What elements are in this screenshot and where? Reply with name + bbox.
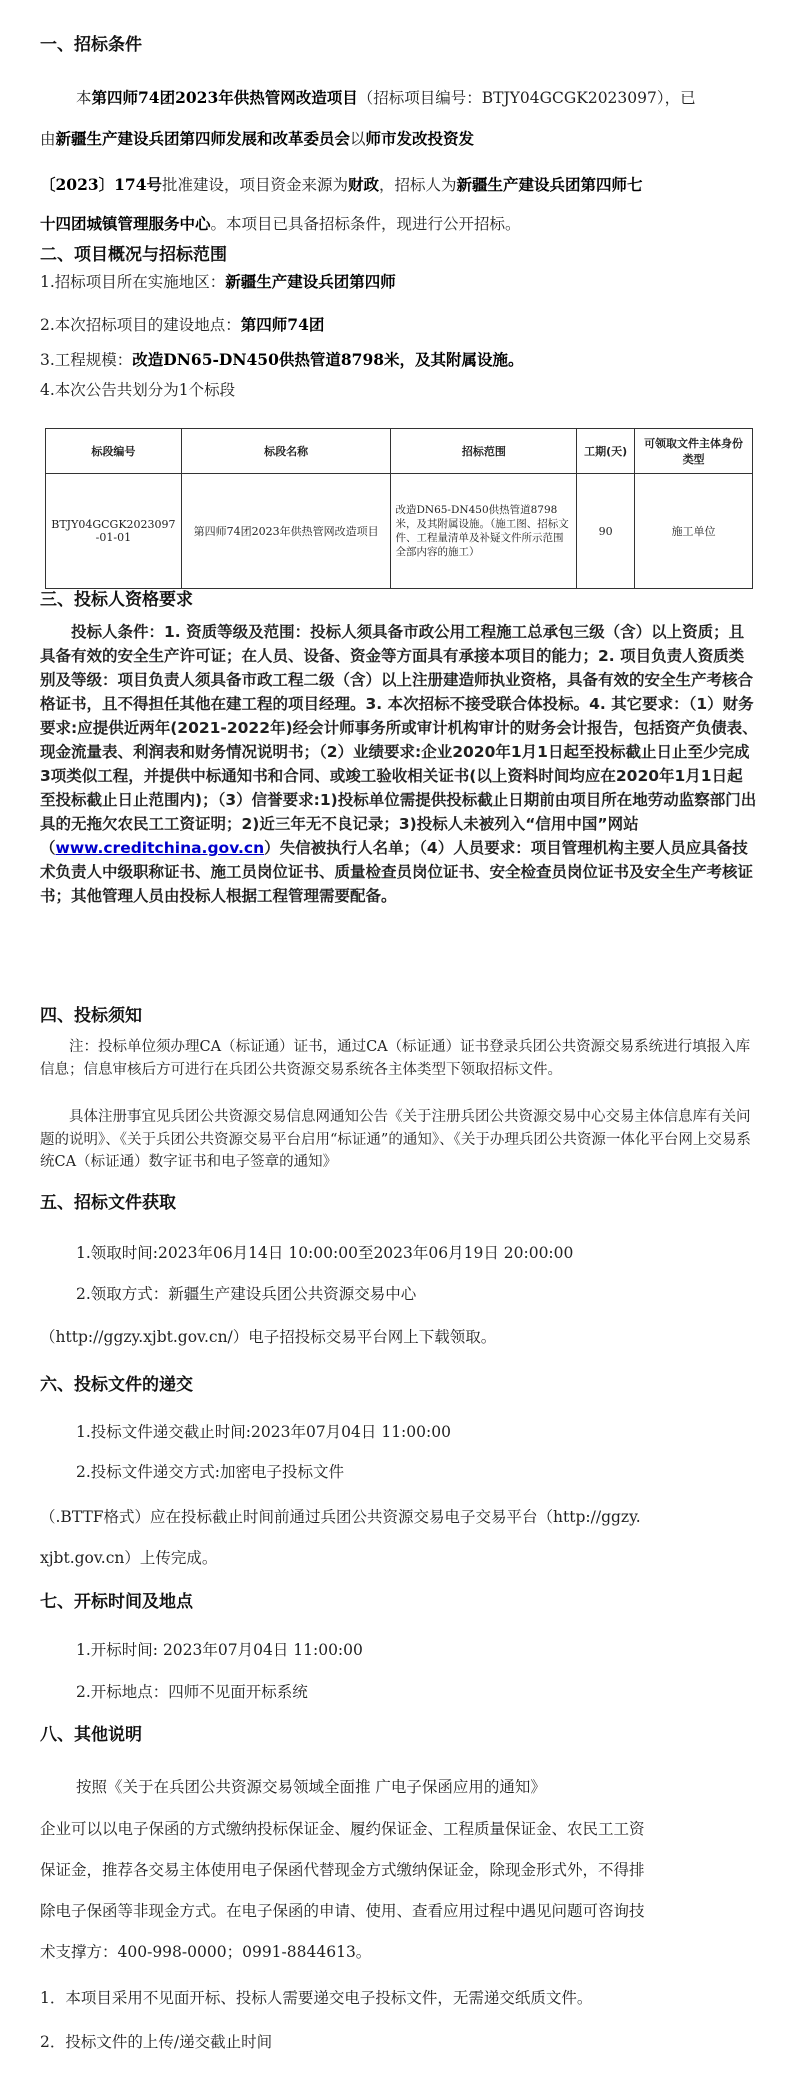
th-scope: 招标范围 [391,429,577,474]
section-2-title: 二、项目概况与招标范围 [40,245,227,265]
s8-line-5: 术支撑方：400-998-0000；0991-8844613。 [40,1943,372,1961]
s6-line-4: xjbt.gov.cn）上传完成。 [40,1549,218,1567]
s6-line-1: 1.投标文件递交截止时间:2023年07月04日 11:00:00 [76,1423,451,1441]
s7-line-2: 2.开标地点：四师不见面开标系统 [76,1683,308,1701]
project-name: 第四师74团2023年供热管网改造项目 [91,88,358,107]
s8-line-4: 除电子保函等非现金方式。在电子保函的申请、使用、查看应用过程中遇见问题可咨询技 [40,1902,645,1920]
s2-item-3 [40,348,524,372]
table-row [46,474,753,589]
approval-doc: 师市发改投资发 [365,129,475,148]
section-6-title: 六、投标文件的递交 [40,1375,193,1395]
s2-item-1 [40,270,396,294]
s8-line-3: 保证金，推荐各交易主体使用电子保函代替现金方式缴纳保证金，除现金形式外，不得排 [40,1861,645,1879]
s1-line-3 [40,173,643,197]
qualification-text-2: ）失信被执行人名单；（4）人员要求：项目管理机构主要人员应具备技术负责人中级职称证书、施工员岗位证书、质量检查员岗位证书、安全检查员岗位证书及安全生产考核证书；其他管理人员由投标人根据工程管理需要配备。 [40,839,754,905]
table-header-row [46,429,753,474]
th-days: 工期(天) [577,429,635,474]
s2-i2-label: 2.本次招标项目的建设地点： [40,316,241,334]
s2-i1-label: 1.招标项目所在实施地区： [40,273,226,291]
cell-code: BTJY04GCGK2023097-01-01 [46,474,182,589]
cell-type: 施工单位 [635,474,753,589]
project-code: （招标项目编号：BTJY04GCGK2023097），已 [357,89,696,107]
s5-line-2: 2.领取方式：新疆生产建设兵团公共资源交易中心 [76,1285,417,1303]
bid-section-table [45,428,753,589]
construction-site: 第四师74团 [240,315,325,334]
cell-days: 90 [577,474,635,589]
s1-l3b: 批准建设，项目资金来源为 [162,176,349,194]
s1-l1a: 本 [76,89,92,107]
th-code: 标段编号 [46,429,182,474]
section-3-title: 三、投标人资格要求 [40,590,193,610]
s2-item-4: 4.本次公告共划分为1个标段 [40,381,236,399]
approval-number: 〔2023〕174号 [40,175,162,194]
s1-line-2 [40,127,474,151]
s1-l2c: 以 [350,130,366,148]
cell-name: 第四师74团2023年供热管网改造项目 [181,474,391,589]
section-7-title: 七、开标时间及地点 [40,1592,193,1612]
s8-line-2: 企业可以以电子保函的方式缴纳投标保证金、履约保证金、工程质量保证金、农民工工资 [40,1820,645,1838]
th-name: 标段名称 [181,429,391,474]
tenderer-part1: 新疆生产建设兵团第四师七 [456,175,643,194]
th-type: 可领取文件主体身份类型 [635,429,753,474]
qualification-requirements [40,620,758,990]
s6-line-3: （.BTTF格式）应在投标截止时间前通过兵团公共资源交易电子交易平台（http://ggzy. [40,1508,641,1526]
s5-line-3: （http://ggzy.xjbt.gov.cn/）电子招投标交易平台网上下载领取。 [40,1328,497,1346]
qualification-text-1: 投标人条件：1. 资质等级及范围：投标人须具备市政公用工程施工总承包三级（含）以上资质；且具备有效的安全生产许可证；在人员、设备、资金等方面具有承接本项目的能力；2. 项目负责人资质类别及等级：项目负责人须具备市政工程二级（含）以上注册建造师执业资格，具备有效的安全生产考核合格证书，且不得担任其他在建工程的项目经理。3. 本次招标不接受联合体投标。4. 其它要求：（1）财务要求:应提供近两年(2021-2022年)经会计师事务所或审计机构审计的财务会计报告，包括资产负债表、现金流量表、利润表和财务情况说明书；（2）业绩要求:企业2020年1月1日起至投标截止日止至少完成3项类似工程，并提供中标通知书和合同、或竣工验收相关证书(以上资料时间均应在2020年1月1日起至投标截止日止范围内)；（3）信誉要求:1)投标单位需提供投标截止日期前由项目所在地劳动监察部门出具的无拖欠农民工工资证明；2)近三年无不良记录；3)投标人未被列入“信用中国”网站（ [40,623,758,857]
implementation-area: 新疆生产建设兵团第四师 [225,272,396,291]
cell-scope: 改造DN65-DN450供热管道8798米，及其附属设施。（施工图、招标文件、工程量清单及补疑文件所示范围全部内容的施工） [391,474,577,589]
fund-source: 财政 [348,175,380,194]
s7-line-1: 1.开标时间: 2023年07月04日 11:00:00 [76,1641,363,1659]
section-1-title: 一、招标条件 [40,35,142,55]
s8-line-6: 1．本项目采用不见面开标、投标人需要递交电子投标文件，无需递交纸质文件。 [40,1989,593,2007]
s6-line-2: 2.投标文件递交方式:加密电子投标文件 [76,1463,345,1481]
s1-l3d: ，招标人为 [379,176,457,194]
creditchina-link[interactable]: www.creditchina.gov.cn [55,839,265,857]
s8-line-1: 按照《关于在兵团公共资源交易领域全面推 广电子保函应用的通知》 [76,1778,546,1796]
s1-line-1 [76,86,696,110]
s1-l2a: 由 [40,130,56,148]
project-scale: 改造DN65-DN450供热管道8798米，及其附属设施。 [132,350,524,369]
tenderer-part2: 十四团城镇管理服务中心 [40,214,211,233]
s1-line-4 [40,212,521,236]
s8-line-7: 2．投标文件的上传/递交截止时间 [40,2033,273,2051]
s5-line-1: 1.领取时间:2023年06月14日 10:00:00至2023年06月19日 20:00:00 [76,1244,574,1262]
s2-item-2 [40,313,324,337]
approval-authority: 新疆生产建设兵团第四师发展和改革委员会 [55,129,351,148]
s2-i3-label: 3.工程规模： [40,351,133,369]
s1-l4b: 。本项目已具备招标条件，现进行公开招标。 [210,215,521,233]
section-4-title: 四、投标须知 [40,1006,142,1026]
notice-paragraph-2: 具体注册事宜见兵团公共资源交易信息网通知公告《关于注册兵团公共资源交易中心交易主体信息库有关问题的说明》、《关于兵团公共资源交易平台启用“标证通”的通知》、《关于办理兵团公共资源一体化平台网上交易系统CA（标证通）数字证书和电子签章的通知》 [40,1109,751,1170]
notice-paragraph-1: 注：投标单位须办理CA（标证通）证书，通过CA（标证通）证书登录兵团公共资源交易系统进行填报入库信息；信息审核后方可进行在兵团公共资源交易系统各主体类型下领取招标文件。 [40,1039,751,1078]
section-8-title: 八、其他说明 [40,1725,142,1745]
section-5-title: 五、招标文件获取 [40,1193,176,1213]
